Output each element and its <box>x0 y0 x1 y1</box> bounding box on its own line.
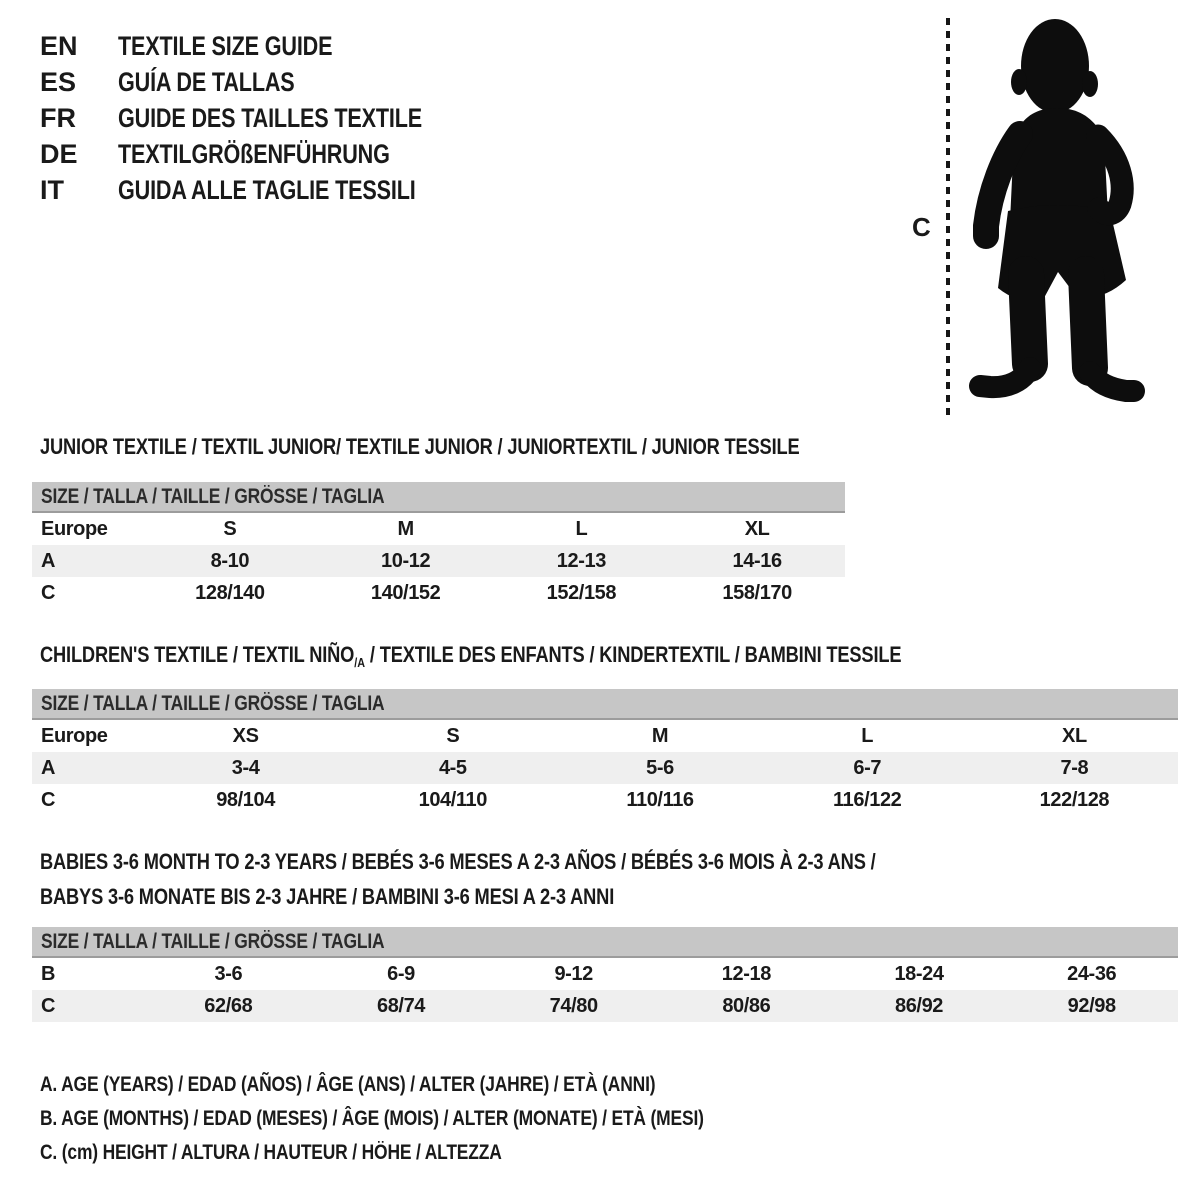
table-cell: 12-13 <box>556 549 606 572</box>
table-cell: 92/98 <box>1067 994 1116 1017</box>
language-title: TEXTILGRÖßENFÜHRUNG <box>118 138 390 169</box>
language-code: EN <box>40 30 78 61</box>
table-cell: 10-12 <box>381 549 431 572</box>
row-label: B <box>41 962 56 985</box>
table-cell: 18-24 <box>894 962 944 985</box>
table-cell: 12-18 <box>721 962 771 985</box>
size-figure <box>900 14 1195 422</box>
row-label: C <box>41 994 56 1017</box>
table-cell: 24-36 <box>1067 962 1117 985</box>
table-cell: 3-6 <box>214 962 243 985</box>
table-cell: 110/116 <box>626 788 694 811</box>
language-row <box>40 136 498 172</box>
title-subscript: /A <box>354 655 365 670</box>
children-size-table <box>32 689 1178 816</box>
size-table-header: SIZE / TALLA / TAILLE / GRÖSSE / TAGLIA <box>32 927 1178 958</box>
table-cell: 4-5 <box>438 756 467 779</box>
table-cell: M <box>397 517 414 540</box>
junior-size-table <box>32 482 845 609</box>
language-row <box>40 28 498 64</box>
table-cell: 7-8 <box>1060 756 1089 779</box>
table-row <box>32 577 845 609</box>
table-row <box>32 752 1178 784</box>
table-cell: 104/110 <box>418 788 487 811</box>
table-cell: L <box>575 517 588 540</box>
table-row <box>32 784 1178 816</box>
table-cell: 3-4 <box>231 756 260 779</box>
row-label: A <box>41 549 56 572</box>
language-title: GUIDA ALLE TAGLIE TESSILI <box>118 174 416 205</box>
table-cell: 6-7 <box>853 756 882 779</box>
language-title: TEXTILE SIZE GUIDE <box>118 30 333 61</box>
babies-size-table <box>32 927 1178 1022</box>
table-cell: 62/68 <box>204 994 253 1017</box>
table-cell: XL <box>744 517 770 540</box>
table-cell: 122/128 <box>1039 788 1110 811</box>
table-cell: S <box>446 724 460 747</box>
row-label: Europe <box>41 724 108 747</box>
row-label: Europe <box>41 517 108 540</box>
babies-section-title: BABIES 3-6 MONTH TO 2-3 YEARS / BEBÉS 3-6 MESES A 2-3 AÑOS / BÉBÉS 3-6 MOIS À 2-3 ANS / BABYS 3-6 MONATE BIS 2-3 JAHRE / BAMBINI 3-6 MESI A 2-3 ANNI <box>40 849 876 909</box>
table-cell: 86/92 <box>894 994 944 1017</box>
legend-line-c: C. (cm) HEIGHT / ALTURA / HAUTEUR / HÖHE / ALTEZZA <box>40 1141 502 1164</box>
table-cell: XS <box>232 724 259 747</box>
table-row <box>32 545 845 577</box>
legend-line-a: A. AGE (YEARS) / EDAD (AÑOS) / ÂGE (ANS) / ALTER (JAHRE) / ETÀ (ANNI) <box>40 1073 656 1096</box>
height-measure-label: C <box>912 212 931 242</box>
table-row <box>32 720 1178 752</box>
row-label: C <box>41 581 56 604</box>
size-table-header: SIZE / TALLA / TAILLE / GRÖSSE / TAGLIA <box>32 482 845 513</box>
language-row <box>40 172 498 208</box>
language-title: GUIDE DES TAILLES TEXTILE <box>118 102 423 133</box>
table-cell: 14-16 <box>732 549 782 572</box>
row-label: C <box>41 788 56 811</box>
table-cell: 152/158 <box>546 581 617 604</box>
children-section-title: CHILDREN'S TEXTILE / TEXTIL $NIÑO_{/A}$ / TEXTILE DES ENFANTS / KINDERTEXTIL / BAMBINI TESSILE <box>40 642 902 670</box>
table-cell: 68/74 <box>376 994 426 1017</box>
table-cell: XL <box>1062 724 1087 747</box>
language-code: ES <box>40 66 77 97</box>
language-code: DE <box>40 138 78 169</box>
language-code: IT <box>40 174 64 205</box>
table-cell: 158/170 <box>722 581 792 604</box>
language-title: GUÍA DE TALLAS <box>118 66 295 97</box>
table-cell: 5-6 <box>646 756 674 779</box>
height-measure-line <box>946 18 950 416</box>
table-cell: 9-12 <box>554 962 593 985</box>
table-cell: 80/86 <box>722 994 771 1017</box>
table-row <box>32 990 1178 1022</box>
table-cell: M <box>651 724 669 747</box>
table-cell: 140/152 <box>370 581 441 604</box>
legend-line-b: B. AGE (MONTHS) / EDAD (MESES) / ÂGE (MOIS) / ALTER (MONATE) / ETÀ (MESI) <box>40 1107 704 1130</box>
language-row <box>40 64 498 100</box>
language-row <box>40 100 498 136</box>
table-cell: 8-10 <box>210 549 250 572</box>
table-cell: 128/140 <box>195 581 265 604</box>
table-cell: 74/80 <box>549 994 598 1017</box>
table-cell: 6-9 <box>387 962 415 985</box>
table-cell: 98/104 <box>216 788 275 811</box>
toddler-silhouette-icon <box>962 16 1162 416</box>
table-cell: 116/122 <box>833 788 902 811</box>
junior-section-title: JUNIOR TEXTILE / TEXTIL JUNIOR/ TEXTILE JUNIOR / JUNIORTEXTIL / JUNIOR TESSILE <box>40 434 800 459</box>
table-cell: S <box>223 517 237 540</box>
language-list <box>40 28 498 208</box>
language-code: FR <box>40 102 76 133</box>
table-cell: L <box>861 724 874 747</box>
row-label: A <box>41 756 56 779</box>
table-row <box>32 513 845 545</box>
size-table-header: SIZE / TALLA / TAILLE / GRÖSSE / TAGLIA <box>32 689 1178 720</box>
measurement-legend <box>40 1068 840 1170</box>
table-row <box>32 958 1178 990</box>
